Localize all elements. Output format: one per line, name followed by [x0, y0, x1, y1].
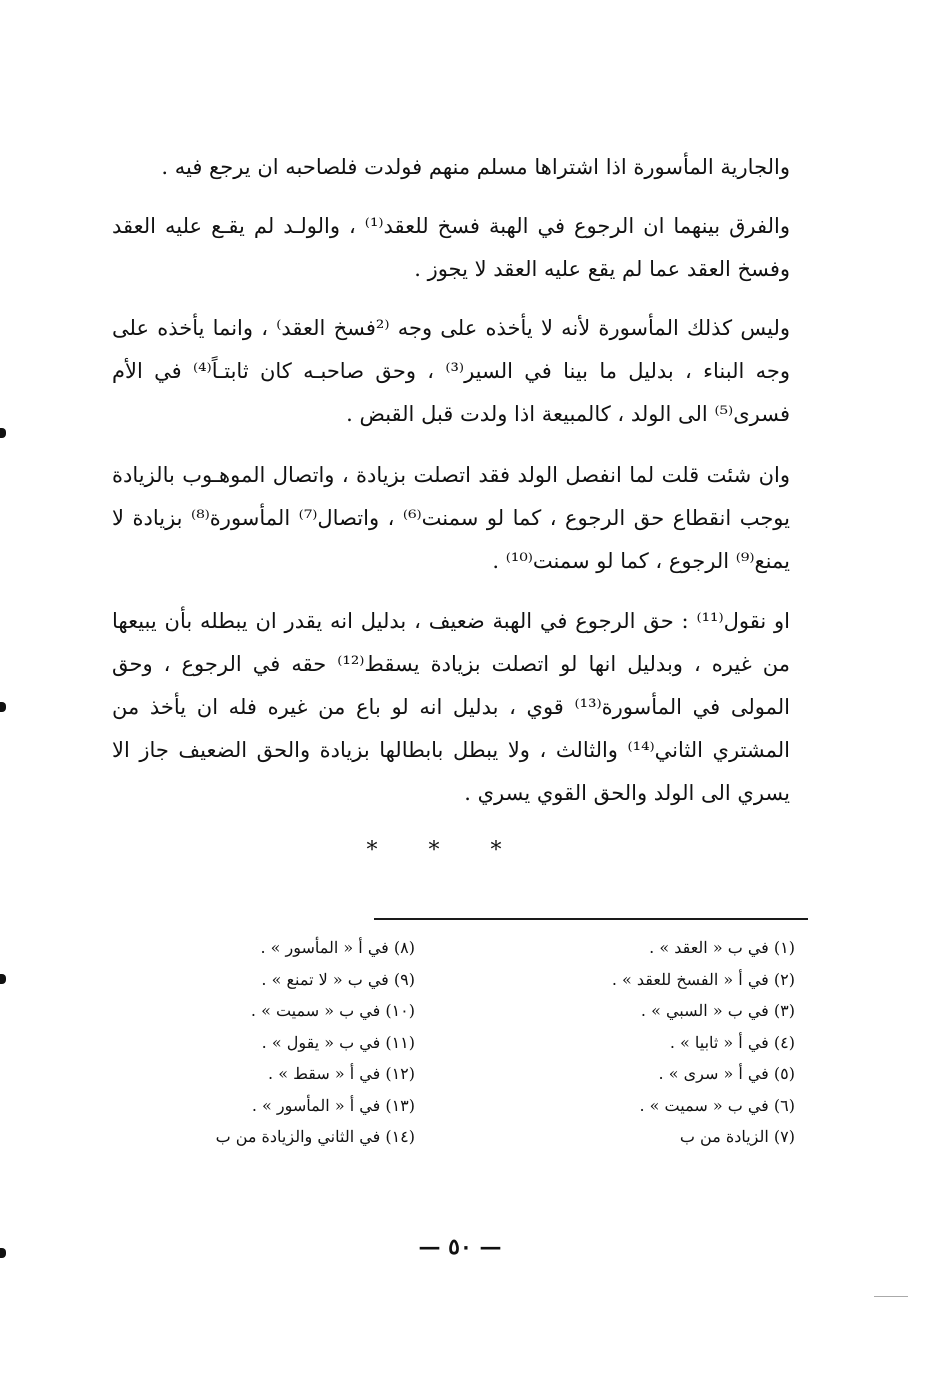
footnote: (٣) في ب « السبي » .	[640, 1001, 795, 1020]
footnote: (١٤) في الثاني والزيادة من ب	[215, 1127, 415, 1146]
binding-hole-mark	[0, 702, 6, 712]
footnote-divider	[374, 918, 808, 920]
footnote: (٨) في أ « المأسور » .	[260, 938, 415, 957]
footnote: (١٢) في أ « سقط » .	[268, 1064, 415, 1083]
footnote: (١١) في ب « يقول » .	[261, 1032, 415, 1052]
footnote: (٦) في ب « سميت » .	[639, 1095, 795, 1115]
footnote: (٥) في أ « سرى » .	[658, 1064, 795, 1083]
footnote: (٩) في ب « لا تمنع » .	[261, 969, 415, 989]
binding-hole-mark	[0, 1248, 6, 1258]
section-separator: * * *	[366, 838, 524, 863]
paragraph: والجارية المأسورة اذا اشتراها مسلم منهم فولدت فلصاحبه ان يرجع فيه .	[161, 155, 790, 179]
paragraph: والفرق بينهما ان الرجوع في الهبة فسخ للعقد⁽¹⁾ ، والولـد لم يقـع عليه العقد وفسخ العقد عما لم يقع عليه العقد لا يجوز .	[112, 214, 790, 281]
scan-artifact	[874, 1296, 908, 1297]
footnote: (٧) الزيادة من ب	[679, 1127, 795, 1146]
footnotes-column-right	[555, 932, 795, 1153]
paragraph: وليس كذلك المأسورة لأنه لا يأخذه على وجه ⁽²فسخ العقد⁾ ، وانما يأخذه على وجه البناء ، بدليل ما بينا في السير⁽³⁾ ، وحق صاحبـه كان ثابتـاً⁽⁴⁾ في الأم فسرى⁽⁵⁾ الى الولد ، كالمبيعة اذا ولدت قبل القبض .	[112, 316, 790, 426]
footnotes-column-left	[185, 932, 415, 1153]
footnote: (١٠) في ب « سميت » .	[250, 1001, 415, 1020]
page-number: — ٥٠ —	[418, 1234, 502, 1260]
paragraph: او نقول⁽¹¹⁾ : حق الرجوع في الهبة ضعيف ، بدليل انه يقدر ان يبطله بأن يبيعها من غيره ، وبدليل انها لو اتصلت بزيادة يسقط⁽¹²⁾ حقه في الرجوع ، وحق المولى في المأسورة⁽¹³⁾ قوي ، بدليل انه لو باع من غيره فله ان يأخذ من المشتري الثاني⁽¹⁴⁾ والثالث ، ولا يبطل بابطالها بزيادة والحق الضعيف جاز الا يسري الى الولد والحق القوي يسري .	[112, 609, 790, 805]
paragraph: وان شئت قلت لما انفصل الولد فقد اتصلت بزيادة ، واتصال الموهـوب بالزيادة يوجب انقطاع حق الرجوع ، كما لو سمنت⁽⁶⁾ ، واتصال⁽⁷⁾ المأسورة⁽⁸⁾ بزيادة لا يمنع⁽⁹⁾ الرجوع ، كما لو سمنت⁽¹⁰⁾ .	[112, 463, 790, 573]
footnote: (٢) في أ « الفسخ للعقد » .	[611, 969, 795, 989]
binding-hole-mark	[0, 974, 6, 984]
footnote: (١) في ب « العقد » .	[649, 938, 795, 957]
footnote: (٤) في أ « ثابيا » .	[669, 1032, 795, 1052]
footnote: (١٣) في أ « المأسور » .	[251, 1095, 415, 1115]
binding-hole-mark	[0, 428, 6, 438]
